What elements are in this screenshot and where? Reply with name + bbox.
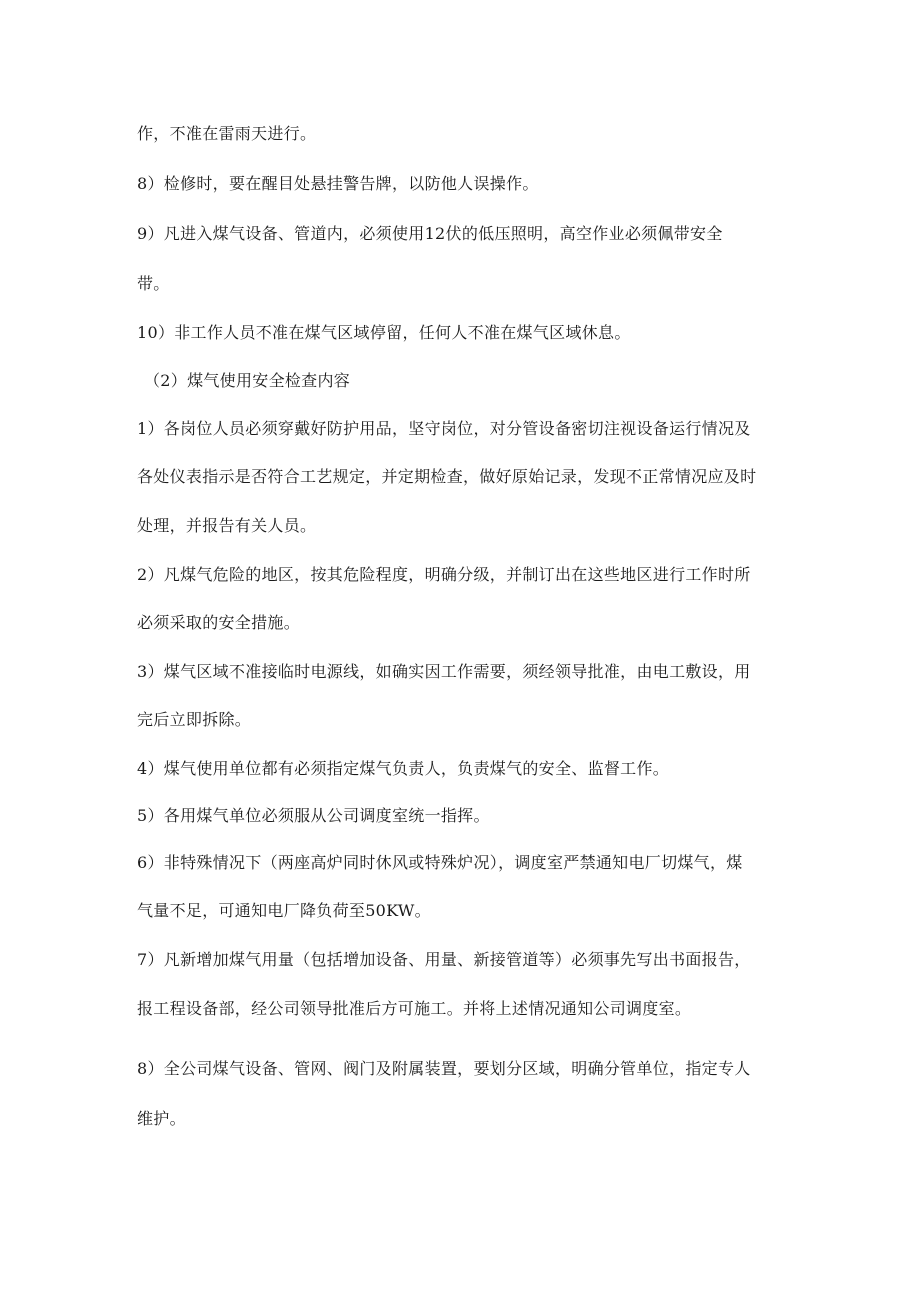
text-line: 各处仪表指示是否符合工艺规定，并定期检查，做好原始记录，发现不正常情况应及时 [137, 467, 757, 486]
text-line: 带。 [137, 274, 170, 293]
text-line: 6）非特殊情况下（两座高炉同时休风或特殊炉况），调度室严禁通知电厂切煤气，煤 [137, 853, 743, 872]
text-line: 2）凡煤气危险的地区，按其危险程度，明确分级，并制订出在这些地区进行工作时所 [137, 565, 751, 584]
text-line: 1）各岗位人员必须穿戴好防护用品，坚守岗位，对分管设备密切注视设备运行情况及 [137, 419, 751, 438]
text-line: 作，不准在雷雨天进行。 [137, 124, 317, 143]
section-heading: （2）煤气使用安全检查内容 [144, 371, 351, 390]
text-line: 4）煤气使用单位都有必须指定煤气负责人，负责煤气的安全、监督工作。 [137, 759, 670, 778]
text-line: 8）检修时，要在醒目处悬挂警告牌，以防他人误操作。 [137, 174, 539, 193]
text-line: 8）全公司煤气设备、管网、阀门及附属装置，要划分区域，明确分管单位，指定专人 [137, 1059, 751, 1078]
text-line: 维护。 [137, 1109, 186, 1128]
text-line: 9）凡进入煤气设备、管道内，必须使用12伏的低压照明，高空作业必须佩带安全 [137, 224, 723, 243]
text-line: 10）非工作人员不准在煤气区域停留，任何人不准在煤气区域休息。 [137, 323, 631, 342]
text-line: 3）煤气区域不准接临时电源线，如确实因工作需要，须经领导批准，由电工敷设，用 [137, 662, 751, 681]
text-line: 5）各用煤气单位必须服从公司调度室统一指挥。 [137, 806, 490, 825]
text-line: 必须采取的安全措施。 [137, 613, 301, 632]
text-line: 气量不足，可通知电厂降负荷至50KW。 [137, 901, 431, 920]
text-line: 7）凡新增加煤气用量（包括增加设备、用量、新接管道等）必须事先写出书面报告， [137, 950, 751, 969]
text-line: 处理，并报告有关人员。 [137, 516, 317, 535]
text-line: 完后立即拆除。 [137, 710, 252, 729]
text-line: 报工程设备部，经公司领导批准后方可施工。并将上述情况通知公司调度室。 [137, 999, 692, 1018]
